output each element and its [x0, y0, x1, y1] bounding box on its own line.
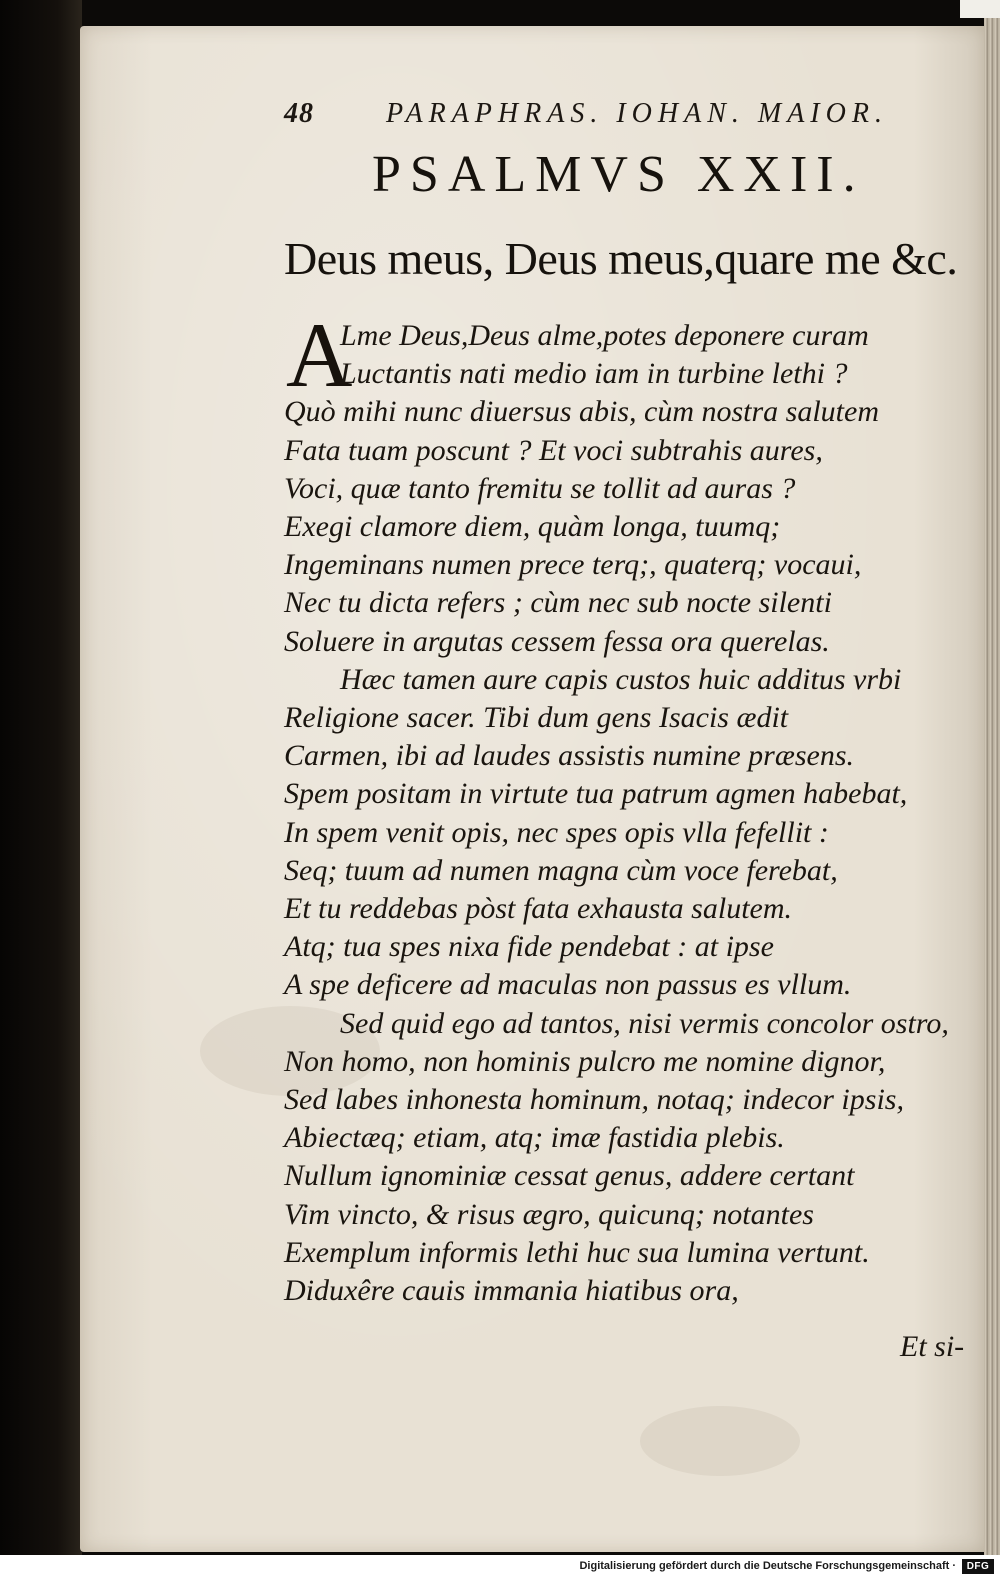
- page-number: 48: [284, 98, 314, 129]
- verse-line: Luctantis nati medio iam in turbine lethi ?: [340, 357, 848, 391]
- verse-line: Spem positam in virtute tua patrum agmen habebat,: [284, 777, 908, 811]
- running-title: PARAPHRAS. IOHAN. MAIOR.: [386, 98, 888, 129]
- catchword: Et si-: [900, 1330, 965, 1363]
- verse-line: Exemplum informis lethi huc sua lumina vertunt.: [284, 1235, 870, 1269]
- psalm-title: PSALMVS XXII.: [372, 146, 865, 203]
- verse-line: Abiectæq; etiam, atq; imæ fastidia plebis.: [284, 1121, 785, 1155]
- verse-line: Seq; tuum ad numen magna cùm voce ferebat,: [284, 853, 838, 887]
- verse-line: Soluere in argutas cessem fessa ora querelas.: [284, 624, 830, 658]
- digitization-credit-bar: [0, 1555, 1000, 1580]
- psalm-incipit: Deus meus, Deus meus,quare me &c.: [284, 233, 958, 284]
- verse-line: Carmen, ibi ad laudes assistis numine præsens.: [284, 739, 855, 773]
- verse-line: Nec tu dicta refers ; cùm nec sub nocte silenti: [284, 586, 832, 620]
- drop-cap-initial: A: [286, 304, 353, 406]
- verse-line: Exegi clamore diem, quàm longa, tuumq;: [284, 510, 781, 543]
- verse-line: A spe deficere ad maculas non passus es vllum.: [284, 968, 852, 1002]
- verse-line: Ingeminans numen prece terq;, quaterq; vocaui,: [284, 548, 862, 582]
- verse-line: Quò mihi nunc diuersus abis, cùm nostra salutem: [284, 395, 879, 429]
- dfg-logo: DFG: [962, 1559, 994, 1574]
- verse-line: Nullum ignominiæ cessat genus, addere certant: [284, 1159, 855, 1193]
- verse-line: Non homo, non hominis pulcro me nomine dignor,: [284, 1044, 886, 1078]
- verse-line: Fata tuam poscunt ? Et voci subtrahis aures,: [284, 433, 823, 467]
- verse-line: Et tu reddebas pòst fata exhausta salutem.: [284, 892, 793, 925]
- verse-line: Diduxêre cauis immania hiatibus ora,: [284, 1274, 739, 1307]
- funding-credit: Digitalisierung gefördert durch die Deutsche Forschungsgemeinschaft ·: [579, 1560, 956, 1572]
- page-stain: [640, 1406, 800, 1476]
- verse-line: Religione sacer. Tibi dum gens Isacis ædit: [284, 701, 789, 734]
- verse-line: In spem venit opis, nec spes opis vlla fefellit :: [284, 815, 829, 849]
- verse-line: Voci, quæ tanto fremitu se tollit ad auras ?: [284, 471, 796, 505]
- scan-background-corner: [960, 0, 1000, 18]
- verse-line: Vim vincto, & risus ægro, quicunq; notantes: [284, 1197, 814, 1231]
- verse-line: Sed quid ego ad tantos, nisi vermis concolor ostro,: [340, 1006, 949, 1040]
- verse-line: Hæc tamen aure capis custos huic additus vrbi: [340, 662, 902, 696]
- verse-line: Atq; tua spes nixa fide pendebat : at ipse: [284, 930, 774, 964]
- book-page-edges: [984, 0, 1000, 1555]
- book-binding-edge: [0, 0, 82, 1555]
- verse-line: Sed labes inhonesta hominum, notaq; indecor ipsis,: [284, 1083, 904, 1116]
- verse-line: Lme Deus,Deus alme,potes deponere curam: [340, 319, 869, 352]
